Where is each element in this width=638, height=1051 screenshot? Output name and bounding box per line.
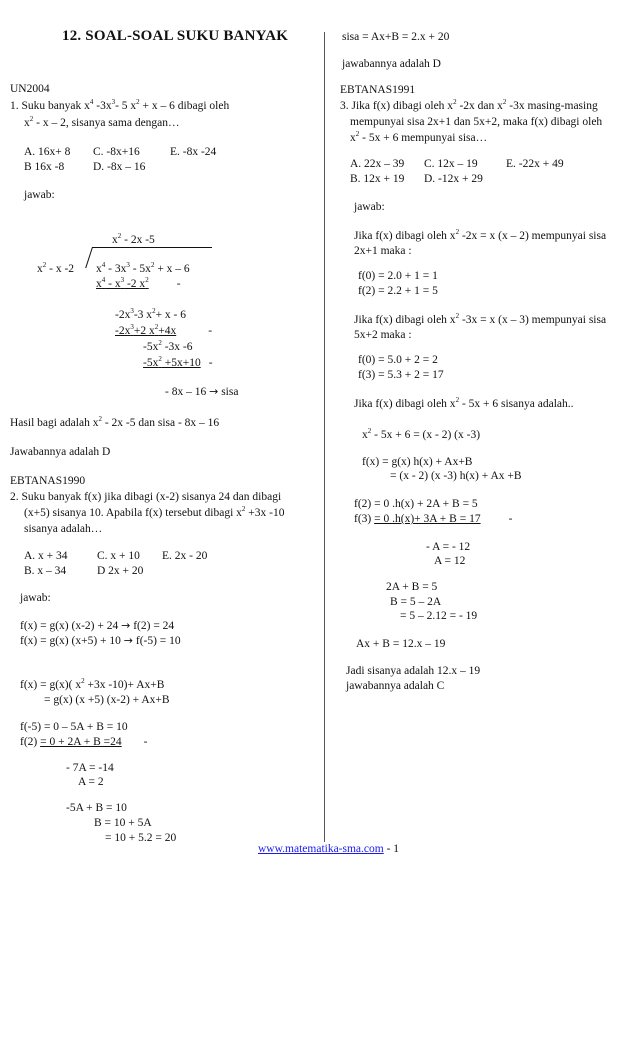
q1-divisor: $x^2$ - x -2: [37, 261, 75, 275]
q2-eq-5: -5A + B = 10: [66, 802, 127, 814]
q3-option-e: E. -22x + 49: [506, 158, 564, 170]
q1-final-remainder: - 8x – 16 → sisa: [165, 385, 239, 398]
q2-eq-4: A = 2: [78, 776, 104, 788]
q3-work-1: f(x) = g(x) h(x) + Ax+B: [362, 456, 473, 468]
q3-option-b: B. 12x + 19: [350, 173, 405, 185]
q3-eq-8: Ax + B = 12.x – 19: [356, 638, 446, 650]
left-column: [0, 0, 320, 850]
q2-option-e: E. 2x - 20: [162, 550, 208, 562]
q3-source: EBTANAS1991: [340, 84, 416, 96]
q2-work-1: f(x) = g(x) (x-2) + 24 → f(2) = 24: [20, 619, 175, 632]
q3-eq-6: B = 5 – 2A: [390, 596, 442, 608]
q1-question-line2: $x^2$ - x – 2, sisanya sama dengan…: [24, 115, 180, 129]
q3-case3-line1: Jika f(x) dibagi oleh $x^2 - 5x + 6$ sisanya adalah..: [354, 396, 574, 410]
arrow-right-icon: →: [209, 385, 219, 398]
q3-jawab-label: jawab:: [354, 201, 385, 213]
q1-quotient: $x^2 - 2x$ -5: [112, 232, 155, 246]
column-divider: [324, 32, 325, 842]
q3-work-2: = (x - 2) (x -3) h(x) + Ax +B: [390, 470, 522, 482]
page-footer: [258, 843, 399, 855]
q2-answer: jawabannya adalah D: [342, 58, 441, 70]
q1-answer: Jawabannya adalah D: [10, 446, 111, 458]
q1-division-bracket: [85, 247, 93, 268]
q3-case2-line2: 5x+2 maka :: [354, 329, 412, 341]
q2-question-line1: 2. Suku banyak f(x) jika dibagi (x-2) sisanya 24 dan dibagi: [10, 491, 282, 503]
arrow-right-icon: →: [123, 634, 133, 647]
q3-case1-f2: f(2) = 2.2 + 1 = 5: [358, 285, 438, 297]
q3-answer: jawabannya adalah C: [346, 680, 445, 692]
q1-remainder-2: $-5x^2$ -3x -6: [143, 339, 193, 353]
q3-eq-4: A = 12: [434, 555, 466, 567]
q1-dividend: $x^4 - 3x^3 - 5x^2 + x - 6$: [96, 261, 190, 275]
q2-eq-3: - 7A = -14: [66, 762, 114, 774]
q2-question-line2: (x+5) sisanya 10. Apabila f(x) tersebut dibagi $x^2 +3x$ -10: [24, 505, 285, 519]
q3-factorization: $x^2 - 5x + 6 = (x - 2)$ (x -3): [362, 427, 481, 441]
page-number: - 1: [383, 843, 400, 855]
q3-question-line1: 3. Jika f(x) dibagi oleh $x^2$ -2x dan $x^2$ -3x masing-masing: [340, 98, 598, 112]
website-link[interactable]: www.matematika-sma.com: [258, 843, 384, 855]
q3-option-d: D. -12x + 29: [424, 173, 483, 185]
q3-question-line3: $x^2 - 5x + 6$ mempunyai sisa…: [350, 130, 488, 144]
q3-case2-line1: Jika f(x) dibagi oleh $x^2$ -3x = x (x – 3) mempunyai sisa: [354, 312, 607, 326]
q3-eq-7: = 5 – 2.12 = - 19: [400, 610, 478, 622]
q1-result: Hasil bagi adalah $x^2 - 2x$ -5 dan sisa - 8x – 16: [10, 415, 220, 429]
q3-option-c: C. 12x – 19: [424, 158, 478, 170]
q3-case2-f0: f(0) = 5.0 + 2 = 2: [358, 354, 438, 366]
q1-remainder-1: $-2x^3-3$ $x^2+ x - 6$: [115, 307, 187, 321]
q2-remainder-result: sisa = Ax+B = 2.x + 20: [342, 31, 450, 43]
q3-eq-5: 2A + B = 5: [386, 581, 438, 593]
q3-case1-f0: f(0) = 2.0 + 1 = 1: [358, 270, 438, 282]
q1-option-d: D. -8x – 16: [93, 161, 146, 173]
right-column: [330, 0, 635, 850]
q1-source: UN2004: [10, 83, 50, 95]
q1-subtract-1: $x^4 - x^3$ -2 $x^2$ -: [96, 276, 181, 290]
q2-work-3: f(x) = g(x)( $x^2 +3x$ -10)+ Ax+B: [20, 677, 165, 691]
q3-question-line2: mempunyai sisa 2x+1 dan 5x+2, maka f(x) dibagi oleh: [350, 116, 603, 128]
q2-eq-6: B = 10 + 5A: [94, 817, 152, 829]
q2-work-2: f(x) = g(x) (x+5) + 10 → f(-5) = 10: [20, 634, 181, 647]
q3-eq-2: f(3) = 0 .h(x)+ 3A + B = 17 -: [354, 513, 513, 525]
q3-eq-1: f(2) = 0 .h(x) + 2A + B = 5: [354, 498, 478, 510]
q2-option-c: C. x + 10: [97, 550, 140, 562]
q3-option-a: A. 22x – 39: [350, 158, 405, 170]
q1-option-a: A. 16x+ 8: [24, 146, 71, 158]
q2-question-line3: sisanya adalah…: [24, 523, 103, 535]
q1-option-c: C. -8x+16: [93, 146, 140, 158]
q1-division-bar: [92, 247, 212, 248]
q3-case2-f3: f(3) = 5.3 + 2 = 17: [358, 369, 444, 381]
q2-option-d: D 2x + 20: [97, 565, 144, 577]
q1-subtract-2: $-2x^3+2$ $x^2+4x$ -: [115, 323, 213, 337]
q2-option-a: A. x + 34: [24, 550, 68, 562]
q2-option-b: B. x – 34: [24, 565, 67, 577]
q2-eq-1: f(-5) = 0 – 5A + B = 10: [20, 721, 128, 733]
q1-subtract-3: $-5x^2 +5x+10$ -: [143, 355, 213, 369]
page-title: 12. SOAL-SOAL SUKU BANYAK: [62, 28, 289, 44]
q2-source: EBTANAS1990: [10, 475, 86, 487]
q3-eq-3: - A = - 12: [426, 541, 471, 553]
q1-question-line1: 1. Suku banyak $x^4$ $-3x^3-$ 5 $x^2 + x - 6$ dibagi oleh: [10, 98, 230, 112]
q2-work-4: = g(x) (x +5) (x-2) + Ax+B: [44, 694, 170, 706]
q2-eq-2: f(2) = 0 + 2A + B =24 -: [20, 736, 148, 748]
q3-case1-line1: Jika f(x) dibagi oleh $x^2$ -2x = x (x – 2) mempunyai sisa: [354, 228, 607, 242]
q1-jawab-label: jawab:: [24, 189, 55, 201]
q2-eq-7: = 10 + 5.2 = 20: [105, 832, 177, 844]
q2-jawab-label: jawab:: [20, 592, 51, 604]
q1-option-b: B 16x -8: [24, 161, 65, 173]
q3-conclusion: Jadi sisanya adalah 12.x – 19: [346, 665, 481, 677]
q3-case1-line2: 2x+1 maka :: [354, 245, 412, 257]
q1-option-e: E. -8x -24: [170, 146, 217, 158]
arrow-right-icon: →: [121, 619, 131, 632]
